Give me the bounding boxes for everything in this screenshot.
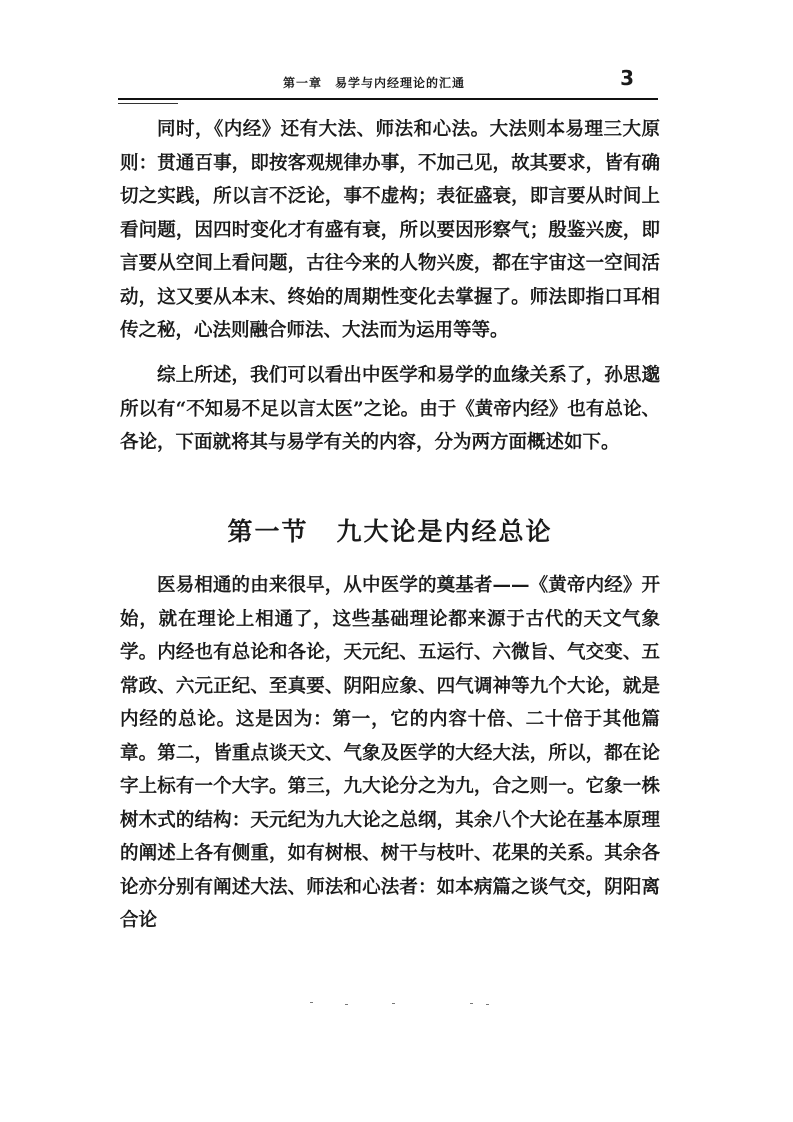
scan-speck: [345, 1004, 348, 1005]
paragraph-section-body: 医易相通的由来很早，从中医学的奠基者——《黄帝内经》开始，就在理论上相通了，这些基础理论都来源于古代的天文气象学。内经也有总论和各论，天元纪、五运行、六微旨、气交变、五常政、六元正纪、至真要、阴阳应象、四气调神等九个大论，就是内经的总论。这是因为：第一，它的内容十倍、二十倍于其他篇章。第二，皆重点谈天文、气象及医学的大经大法，所以，都在论字上标有一个大字。第三，九大论分之为九，合之则一。它象一株树木式的结构：天元纪为九大论之总纲，其余八个大论在基本原理的阐述上各有侧重，如有树根、树干与枝叶、花果的关系。其余各论亦分别有阐述大法、师法和心法者：如本病篇之谈气交，阴阳离合论: [120, 575, 660, 931]
section-title-text: 九大论是内经总论: [336, 517, 553, 546]
paragraph-methods: 同时，《内经》还有大法、师法和心法。大法则本易理三大原则：贯通百事，即按客观规律办事，不加己见，故其要求，皆有确切之实践，所以言不泛论，事不虚构；表征盛衰，即言要从时间上看问题，因四时变化才有盛有衰，所以要因形察气；殷鉴兴废，即言要从空间上看问题，古往今来的人物兴废，都在宇宙这一空间活动，这又要从本末、终始的周期性变化去掌握了。师法即指口耳相传之秘，心法则融合师法、大法而为运用等等。: [120, 119, 660, 341]
section-heading: [120, 512, 660, 548]
header-rule: [118, 98, 658, 100]
page-header: [118, 62, 658, 102]
scan-speck: [392, 1003, 395, 1004]
scan-speck: [310, 1002, 313, 1003]
page-number: 3: [620, 66, 634, 90]
scan-speck: [470, 1003, 473, 1004]
running-title: 第一章 易学与内经理论的汇通: [283, 76, 466, 90]
paragraph-summary: 综上所述，我们可以看出中医学和易学的血缘关系了，孙思邈所以有“不知易不足以言太医”之论。由于《黄帝内经》也有总论、各论，下面就将其与易学有关的内容，分为两方面概述如下。: [120, 365, 660, 453]
section-number: 第一节: [227, 517, 309, 546]
scan-speck: [486, 1004, 489, 1005]
header-rule-accent: [118, 103, 178, 104]
